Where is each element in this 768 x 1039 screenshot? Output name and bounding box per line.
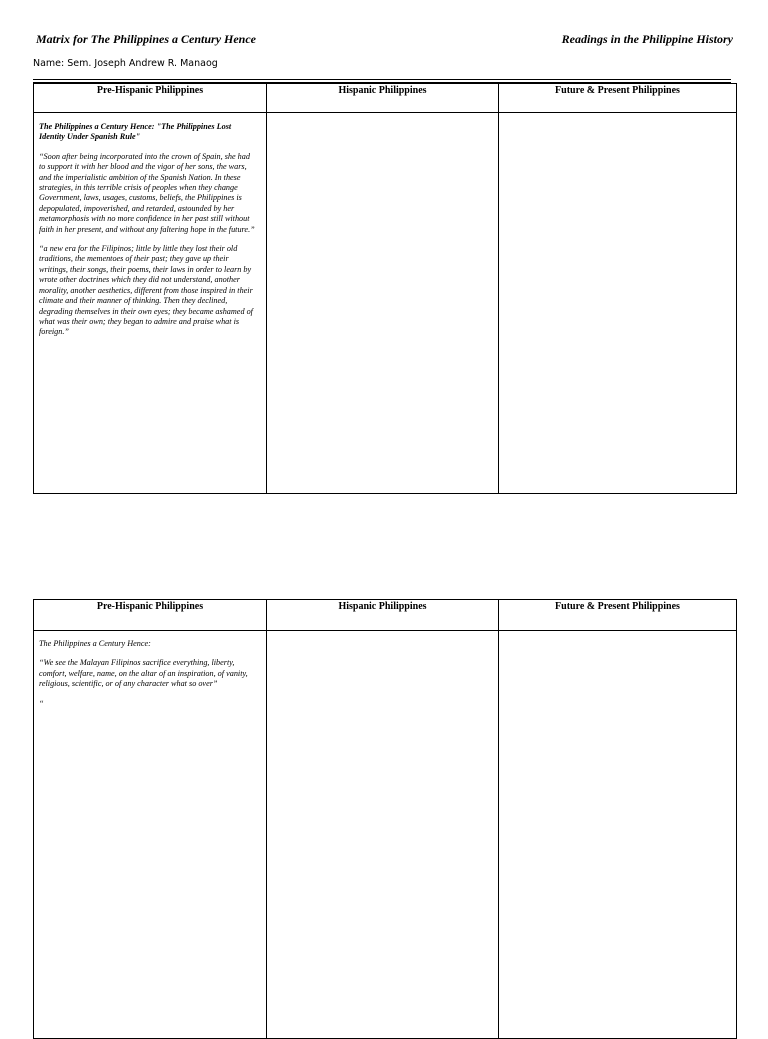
column-header-future-present: Future & Present Philippines [499,600,736,631]
cell-hispanic [267,631,499,1038]
quote-paragraph: “a new era for the Filipinos; little by little they lost their old traditions, the mementoes of their past; they gave up their writings, their songs, their poems, their laws in order to learn by wrote other doctrines which they did not understand, another morality, another aesthetics, different from those inspired in their climate and their manner of thinking. Then they declined, degrading themselves in their own eyes; they became ashamed of what was their own; they began to admire and praise what is foreign.” [39,244,253,337]
column-header-hispanic: Hispanic Philippines [267,600,499,631]
column-header-future-present: Future & Present Philippines [499,84,736,113]
student-name: Name: Sem. Joseph Andrew R. Manaog [33,58,218,69]
matrix-table-1 [33,83,737,494]
quote-paragraph: “Soon after being incorporated into the crown of Spain, she had to support it with her blood and the vigor of her sons, the wars, and the imperialistic ambition of the Spanish Nation. In these strategies, in this terrible crisis of peoples when they change Government, laws, usages, customs, beliefs, the Philippines is depopulated, impoverished, and retarded, astounded by her metamorphosis with no more confidence in her past still without faith in her present, and without any faltering hope in the future.” [39,151,255,234]
cell-title: The Philippines a Century Hence: [39,639,151,648]
cell-pre-hispanic [34,631,267,1038]
column-header-hispanic: Hispanic Philippines [267,84,499,113]
cell-future-present [499,113,736,493]
quote-paragraph: “ [39,698,44,708]
matrix-table-2 [33,599,737,1039]
column-header-pre-hispanic: Pre-Hispanic Philippines [34,84,267,113]
quote-paragraph: “We see the Malayan Filipinos sacrifice everything, liberty, comfort, welfare, name, on the altar of an inspiration, of vanity, religious, scientific, or of any character what so over” [39,658,248,689]
cell-future-present [499,631,736,1038]
cell-pre-hispanic [34,113,267,493]
document-title: Matrix for The Philippines a Century Hence [36,32,257,46]
cell-hispanic [267,113,499,493]
cell-title: The Philippines a Century Hence: "The Philippines Lost Identity Under Spanish Rule" [39,122,232,142]
course-title: Readings in the Philippine History [561,32,733,46]
column-header-pre-hispanic: Pre-Hispanic Philippines [34,600,267,631]
